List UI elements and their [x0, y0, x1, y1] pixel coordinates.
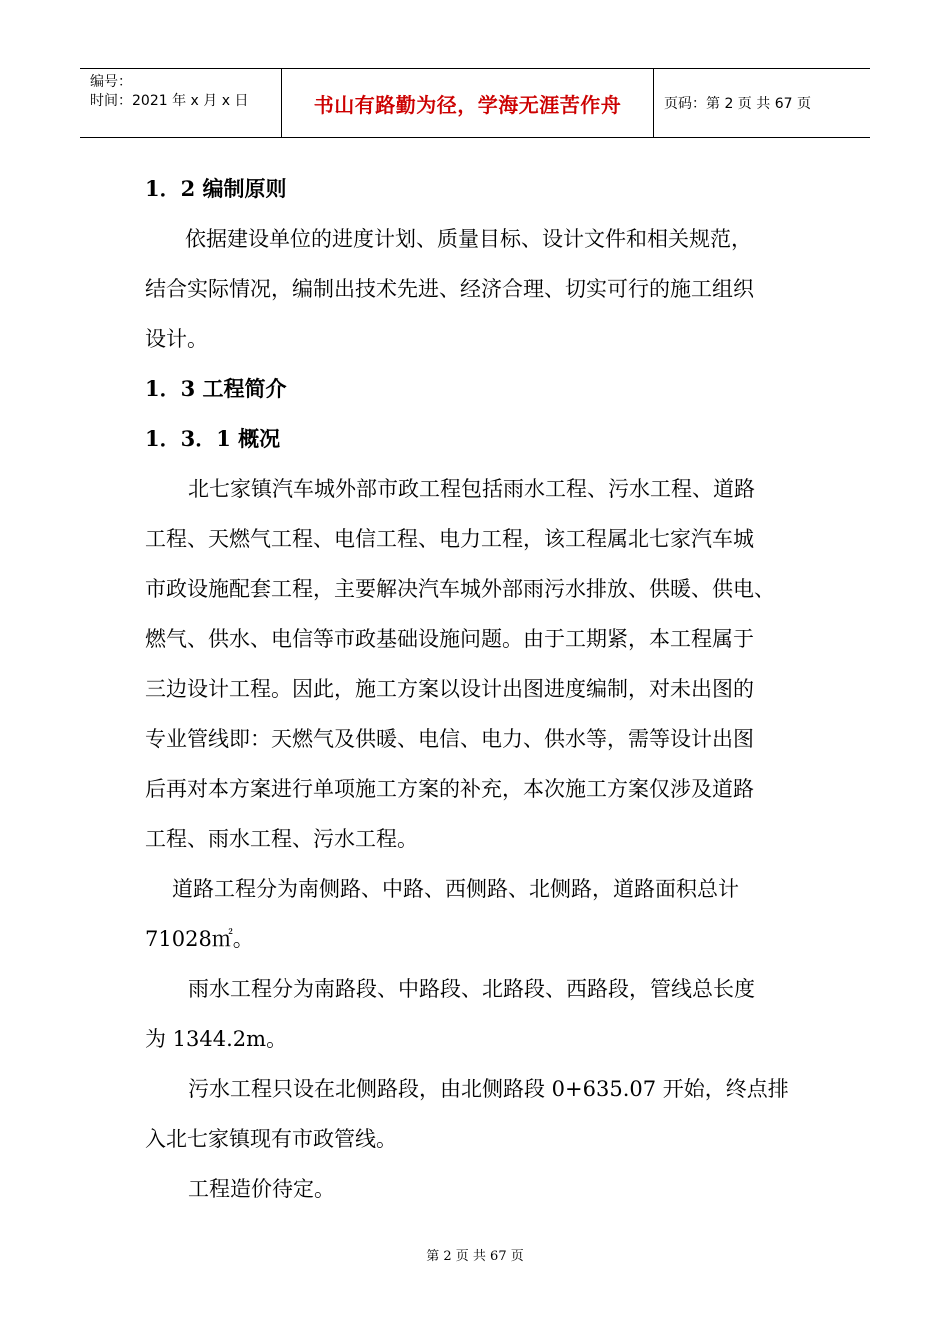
header-page-info: 页码：第 2 页 共 67 页: [664, 96, 811, 112]
paragraph-line: 雨水工程分为南路段、中路段、北路段、西路段，管线总长度: [188, 977, 755, 1001]
paragraph-line: 道路工程分为南侧路、中路、西侧路、北侧路，道路面积总计: [172, 877, 739, 901]
paragraph-line: 专业管线即：天燃气及供暖、电信、电力、供水等，需等设计出图: [145, 727, 754, 751]
header-motto: 书山有路勤为径，学海无涯苦作舟: [282, 69, 654, 137]
paragraph-line: 污水工程只设在北侧路段，由北侧路段 0+635.07 开始，终点排: [188, 1077, 789, 1101]
paragraph-line: 北七家镇汽车城外部市政工程包括雨水工程、污水工程、道路: [188, 477, 755, 501]
page-header: [80, 68, 870, 138]
paragraph-line: 燃气、供水、电信等市政基础设施问题。由于工期紧，本工程属于: [145, 627, 754, 651]
paragraph-line: 入北七家镇现有市政管线。: [145, 1127, 397, 1151]
section-heading-1-3: 1．3 工程简介: [145, 376, 287, 401]
document-body: [145, 164, 825, 1214]
paragraph-line: 工程造价待定。: [188, 1177, 335, 1201]
header-meta: [80, 69, 282, 137]
paragraph-line: 工程、天燃气工程、电信工程、电力工程，该工程属北七家汽车城: [145, 527, 754, 551]
paragraph-line: 依据建设单位的进度计划、质量目标、设计文件和相关规范，: [185, 227, 752, 251]
paragraph-line: 工程、雨水工程、污水工程。: [145, 827, 418, 851]
paragraph-line: 市政设施配套工程，主要解决汽车城外部雨污水排放、供暖、供电、: [145, 577, 775, 601]
paragraph-line: 三边设计工程。因此，施工方案以设计出图进度编制，对未出图的: [145, 677, 754, 701]
paragraph-line: 设计。: [145, 327, 208, 351]
section-heading-1-3-1: 1．3．1 概况: [145, 426, 281, 451]
paragraph-line: 后再对本方案进行单项施工方案的补充，本次施工方案仅涉及道路: [145, 777, 754, 801]
doc-number-label: 编号：: [90, 74, 132, 90]
page-footer: 第 2 页 共 67 页: [426, 1249, 524, 1264]
paragraph-line: 71028㎡。: [145, 927, 254, 951]
paragraph-line: 结合实际情况，编制出技术先进、经济合理、切实可行的施工组织: [145, 277, 754, 301]
paragraph-line: 为 1344.2m。: [145, 1027, 288, 1051]
doc-time-label: 时间：2021 年 x 月 x 日: [90, 93, 249, 109]
section-heading-1-2: 1．2 编制原则: [145, 176, 287, 201]
